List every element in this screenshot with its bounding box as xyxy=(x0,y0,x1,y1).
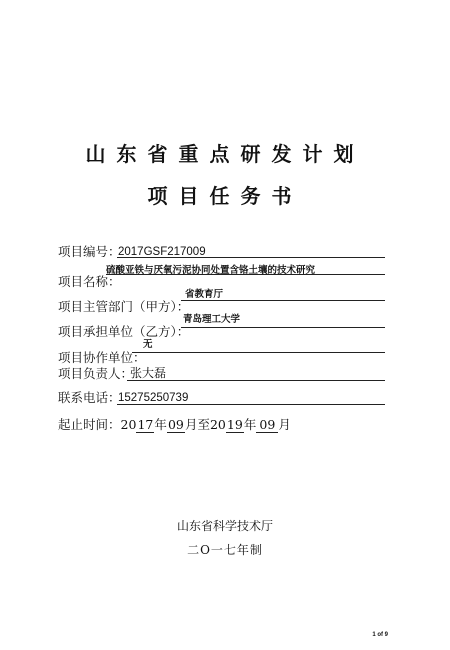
field-dept xyxy=(58,286,388,314)
project-name-label: 项目名称： xyxy=(58,274,121,289)
leader-value: 张大磊 xyxy=(130,366,167,380)
page-indicator: 1 of 9 xyxy=(372,632,388,638)
collab-label: 项目协作单位： xyxy=(58,350,146,365)
leader-underline xyxy=(127,380,385,381)
project-name-underline xyxy=(106,274,385,275)
collab-underline xyxy=(132,352,385,353)
leader-label: 项目负责人： xyxy=(58,366,134,381)
document-title: 山东省重点研发计划 xyxy=(85,142,365,166)
project-name-value: 硫酸亚铁与厌氧污泥协同处置含铬土壤的技术研究 xyxy=(106,265,316,276)
undertaker-underline xyxy=(181,327,385,328)
field-leader xyxy=(58,362,388,382)
document-subtitle: 项目任务书 xyxy=(147,184,303,208)
field-project-name xyxy=(58,262,388,289)
field-undertaker xyxy=(58,311,388,339)
phone-underline xyxy=(117,404,385,405)
field-phone xyxy=(58,386,388,406)
end-month-unit: 月 xyxy=(278,417,291,432)
end-year-unit: 年 xyxy=(243,417,257,432)
issuer: 山东省科学技术厅 xyxy=(176,519,273,533)
start-year-prefix: 20 xyxy=(120,417,137,432)
project-no-underline xyxy=(117,257,385,258)
month-to: 月至 xyxy=(184,417,210,432)
period-row xyxy=(58,415,291,433)
issue-year: 二O一七年制 xyxy=(187,543,263,557)
collab-value: 无 xyxy=(143,339,153,350)
phone-value: 15275250739 xyxy=(118,392,189,404)
end-month: 09 xyxy=(256,417,278,433)
dept-underline xyxy=(181,300,385,301)
period-label: 起止时间： xyxy=(58,417,121,432)
field-collab xyxy=(58,336,388,365)
start-month: 09 xyxy=(167,417,184,432)
undertaker-value: 青岛理工大学 xyxy=(183,314,241,325)
start-year-unit: 年 xyxy=(154,417,167,432)
phone-label: 联系电话： xyxy=(58,390,121,405)
project-no-label: 项目编号： xyxy=(58,244,121,259)
dept-value: 省教育厅 xyxy=(185,289,224,300)
dept-label: 项目主管部门（甲方）： xyxy=(58,299,190,314)
start-year-suffix: 17 xyxy=(137,417,154,432)
end-year-suffix: 19 xyxy=(226,417,243,432)
end-year-prefix: 20 xyxy=(209,417,226,432)
undertaker-label: 项目承担单位（乙方）： xyxy=(58,324,190,339)
project-no-value: 2017GSF217009 xyxy=(118,246,206,258)
